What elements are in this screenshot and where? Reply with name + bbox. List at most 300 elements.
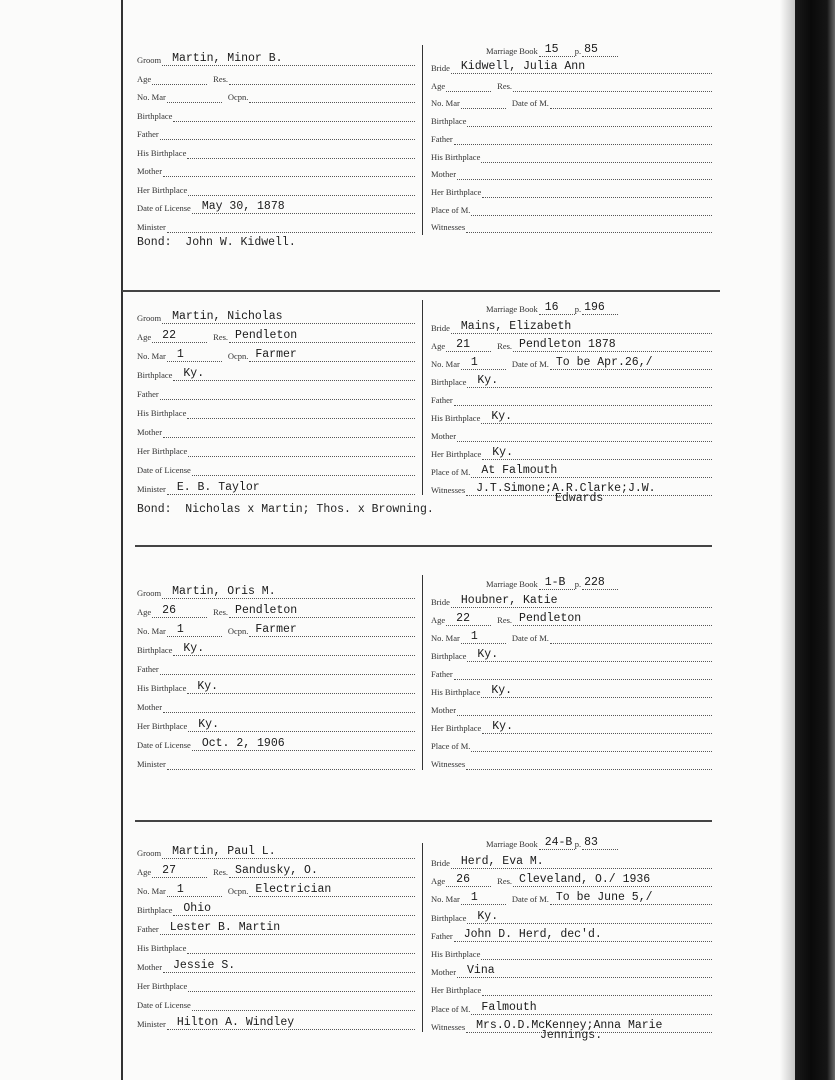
bride-value-line (467, 646, 712, 662)
bride-value-line (471, 736, 712, 752)
bride-value: Mains, Elizabeth (460, 320, 572, 333)
bride-value-line-2 (513, 871, 712, 887)
groom-field-row (137, 640, 415, 656)
bride-value-line (481, 408, 712, 424)
groom-value-line (167, 621, 222, 637)
groom-value: Hilton A. Windley (176, 1016, 295, 1029)
page-number-line (582, 41, 618, 57)
bride-label: Her Birthplace (431, 186, 482, 197)
bride-label-2: Res. (497, 80, 513, 91)
marriage-book-header (486, 574, 618, 590)
groom-field-row (137, 621, 415, 637)
bride-value-line (482, 182, 712, 198)
groom-label: Birthplace (137, 645, 173, 655)
bride-field-row (431, 76, 712, 92)
groom-label: Groom (137, 313, 162, 323)
groom-label: No. Mar (137, 626, 166, 636)
bride-value: Houbner, Katie (460, 594, 558, 607)
book-number-line (539, 299, 575, 315)
groom-value-line (160, 659, 415, 675)
groom-value-line (167, 754, 415, 770)
bride-value-line (471, 999, 712, 1015)
bride-label: His Birthplace (431, 949, 481, 959)
groom-label: Groom (137, 848, 162, 858)
groom-label-2: Res. (213, 73, 229, 84)
bride-value-line (446, 76, 491, 92)
bride-value-line-2 (513, 336, 712, 352)
bride-label-2: Res. (497, 341, 513, 351)
bride-label-2: Res. (497, 876, 513, 887)
bride-field-row (431, 318, 712, 334)
bride-value: 1 (470, 891, 478, 905)
page-number-line (582, 299, 618, 315)
bride-label: Witnesses (431, 1021, 466, 1032)
bride-value-2: Cleveland, O./ 1936 (519, 873, 651, 887)
groom-value: Ohio (183, 902, 212, 915)
groom-value: Ky. (197, 680, 219, 693)
groom-label: Groom (137, 55, 162, 65)
groom-value-2: Electrician (255, 883, 332, 896)
bride-value: J.T.Simone;A.R.Clarke;J.W. (476, 482, 656, 495)
bride-label: No. Mar (431, 894, 460, 905)
groom-value-line (187, 143, 415, 159)
bride-field-row (431, 592, 712, 608)
bride-label: Witnesses (431, 222, 466, 233)
groom-value: Lester B. Martin (169, 921, 281, 934)
groom-value-line (152, 862, 207, 878)
groom-label: Minister (137, 1019, 166, 1029)
bride-label: Father (431, 395, 453, 405)
bride-field-row (431, 853, 712, 869)
bride-field-row (431, 426, 712, 442)
groom-label: His Birthplace (137, 943, 187, 953)
bride-value-line (481, 682, 712, 698)
page-number-line (582, 574, 618, 590)
groom-value-line (188, 441, 415, 457)
bride-field-row (431, 871, 712, 887)
groom-value-line (163, 161, 415, 177)
bride-field-row (431, 444, 712, 460)
bride-value-line (482, 718, 712, 734)
groom-field-row (137, 602, 415, 618)
groom-value: Jessie S. (173, 959, 236, 972)
groom-label-2: Ocpn. (227, 92, 249, 102)
bride-value: Ky. (491, 410, 513, 423)
bride-label: Mother (431, 967, 457, 978)
bride-label: Father (431, 133, 453, 144)
bride-field-row (431, 944, 712, 960)
groom-label: Her Birthplace (137, 721, 188, 731)
groom-value: Oct. 2, 1906 (201, 737, 285, 750)
groom-label: Age (137, 607, 152, 617)
groom-value-line-2 (249, 881, 415, 897)
bride-value-line (466, 217, 712, 233)
bride-field-row (431, 372, 712, 388)
bride-value-line (461, 628, 506, 644)
groom-value-2: Farmer (255, 623, 297, 636)
groom-label-2: Res. (213, 332, 229, 342)
groom-value-line (187, 678, 415, 694)
page-label: p. (574, 304, 582, 314)
bride-label: Mother (431, 431, 457, 441)
bride-field-row (431, 646, 712, 662)
bride-label-2: Res. (497, 615, 513, 625)
bride-field-row (431, 610, 712, 626)
bride-label: Bride (431, 323, 450, 333)
bride-field-row (431, 664, 712, 680)
bride-value-line (467, 908, 712, 924)
groom-value-line-2 (249, 621, 415, 637)
groom-value: 1 (176, 623, 184, 636)
groom-label: Father (137, 924, 159, 934)
bride-label: Birthplace (431, 912, 467, 923)
page-label: p. (574, 46, 582, 56)
bride-field-row (431, 354, 712, 370)
groom-field-row (137, 460, 415, 476)
book-number: 15 (544, 43, 559, 56)
book-number: 1-B (544, 576, 566, 589)
groom-value-line (152, 327, 207, 343)
bride-field-row (431, 217, 712, 233)
bride-label: Her Birthplace (431, 723, 482, 733)
witnesses-continuation: Edwards (555, 492, 604, 505)
bride-field-row (431, 462, 712, 478)
bride-value: Ky. (491, 684, 513, 697)
groom-field-row (137, 716, 415, 732)
groom-field-row (137, 843, 415, 859)
bride-value-line (467, 372, 712, 388)
bride-field-row (431, 408, 712, 424)
marriage-book-label: Marriage Book (486, 839, 538, 849)
bride-value: Ky. (492, 720, 513, 733)
scan-edge (795, 0, 835, 1080)
groom-value-line (167, 346, 222, 362)
groom-value-line-2 (229, 327, 415, 343)
bride-field-row (431, 628, 712, 644)
bride-value-line (457, 962, 712, 978)
bride-label: Bride (431, 63, 450, 73)
marriage-book-label: Marriage Book (486, 579, 538, 589)
marriage-book-header (486, 834, 618, 850)
groom-label: Father (137, 389, 159, 399)
bride-value: 21 (456, 338, 470, 351)
groom-label: Minister (137, 759, 166, 769)
groom-value-line (163, 422, 415, 438)
groom-label-2: Ocpn. (227, 626, 249, 636)
card-separator (122, 290, 720, 292)
bride-value-line (446, 610, 491, 626)
groom-value-2: Pendleton (235, 329, 298, 342)
bride-field-row (431, 147, 712, 163)
bride-value-line (482, 444, 712, 460)
bride-value-line (451, 592, 712, 608)
bride-value: Kidwell, Julia Ann (460, 60, 586, 73)
bride-label: Father (431, 669, 453, 679)
groom-value-line (152, 69, 207, 85)
groom-label: No. Mar (137, 351, 166, 361)
groom-value: 1 (176, 348, 184, 361)
bride-field-row (431, 182, 712, 198)
bride-value-line (457, 164, 712, 180)
book-number-line (539, 41, 575, 57)
groom-value-line (188, 976, 415, 992)
groom-value-line-2 (229, 602, 415, 618)
bride-field-row (431, 164, 712, 180)
groom-value-line-2 (249, 87, 415, 103)
groom-label: Her Birthplace (137, 184, 188, 195)
bride-value-line (467, 111, 712, 127)
groom-field-row (137, 441, 415, 457)
bride-label-2: Date of M. (511, 633, 549, 643)
bride-value: 22 (456, 612, 470, 625)
groom-value-2: Sandusky, O. (235, 864, 318, 877)
bride-value-line-2 (550, 889, 712, 905)
bride-value-line (461, 889, 506, 905)
bride-value-2: To be June 5,/ (555, 891, 653, 905)
bride-label: Birthplace (431, 651, 467, 661)
bride-label-2: Date of M. (511, 894, 549, 905)
groom-field-row (137, 124, 415, 140)
column-divider (422, 575, 423, 770)
bride-value-2: Pendleton 1878 (519, 338, 616, 351)
bride-label: Witnesses (431, 485, 466, 495)
groom-label: Date of License (137, 465, 191, 475)
groom-value-2: Pendleton (235, 604, 298, 617)
bride-value-line (461, 354, 506, 370)
groom-label-2: Ocpn. (227, 351, 249, 361)
groom-label: Date of License (137, 740, 191, 750)
groom-value-line (173, 900, 415, 916)
groom-field-row (137, 754, 415, 770)
groom-label-2: Res. (213, 867, 229, 877)
bride-value-line (481, 944, 712, 960)
bride-value: 1 (470, 356, 478, 369)
scan-shadow (780, 0, 795, 1080)
groom-value: 1 (176, 883, 184, 896)
groom-field-row (137, 50, 415, 66)
bond-text: Bond: Nicholas x Martin; Thos. x Browning. (137, 503, 434, 516)
bride-value-2: To be Apr.26,/ (555, 356, 653, 369)
groom-value-line (167, 479, 415, 495)
column-divider (422, 300, 423, 495)
groom-label: Mother (137, 702, 163, 712)
bride-field-row (431, 999, 712, 1015)
groom-field-row (137, 365, 415, 381)
groom-field-row (137, 198, 415, 214)
groom-value-line (173, 106, 415, 122)
page-number-line (582, 834, 618, 850)
groom-label: Mother (137, 427, 163, 437)
bride-label: His Birthplace (431, 413, 481, 423)
groom-value: 22 (162, 329, 176, 342)
groom-field-row (137, 1014, 415, 1030)
groom-field-row (137, 180, 415, 196)
bride-value-2: Pendleton (519, 612, 582, 625)
groom-label: Date of License (137, 203, 191, 213)
groom-value: Martin, Nicholas (172, 310, 283, 323)
groom-value: Ky. (198, 718, 219, 731)
book-number: 24-B (544, 836, 573, 849)
groom-value: May 30, 1878 (201, 200, 285, 213)
groom-value-line (192, 735, 415, 751)
groom-label: His Birthplace (137, 147, 187, 158)
groom-label: Father (137, 664, 159, 674)
groom-value-line (192, 995, 415, 1011)
groom-value-line (160, 124, 415, 140)
groom-value: E. B. Taylor (176, 481, 260, 494)
groom-value-line (163, 957, 415, 973)
bride-label: Age (431, 876, 446, 887)
groom-field-row (137, 862, 415, 878)
groom-value-line (188, 180, 415, 196)
bride-field-row (431, 93, 712, 109)
groom-field-row (137, 346, 415, 362)
bride-value-line (461, 93, 506, 109)
groom-label: Minister (137, 221, 166, 232)
groom-value-line-2 (229, 862, 415, 878)
bride-value-line (454, 129, 712, 145)
bride-value-line (454, 390, 712, 406)
page-number: 196 (584, 301, 605, 314)
bride-value-line (446, 871, 491, 887)
bride-value-line (454, 926, 712, 942)
bride-value-line-2 (550, 354, 712, 370)
page-label: p. (574, 579, 582, 589)
bride-value: 26 (456, 873, 470, 887)
book-number-line (539, 834, 575, 850)
groom-value-line (167, 87, 222, 103)
marriage-book-label: Marriage Book (486, 46, 538, 56)
marriage-book-header (486, 299, 618, 315)
bride-field-row (431, 718, 712, 734)
groom-value-line (192, 460, 415, 476)
groom-label: Her Birthplace (137, 446, 188, 456)
page-number: 83 (584, 836, 598, 849)
bride-field-row (431, 908, 712, 924)
bride-label: Mother (431, 169, 457, 180)
bride-value-line (482, 980, 712, 996)
bride-label: No. Mar (431, 359, 460, 369)
groom-field-row (137, 87, 415, 103)
groom-value-line (162, 50, 415, 66)
bride-field-row (431, 58, 712, 74)
bride-value: Mrs.O.D.McKenney;Anna Marie (476, 1018, 663, 1032)
bride-value-line (457, 700, 712, 716)
bride-value: Vina (467, 964, 495, 978)
bride-label: No. Mar (431, 98, 460, 109)
groom-value-line-2 (229, 69, 415, 85)
book-number-line (539, 574, 575, 590)
marriage-book-header (486, 41, 618, 57)
groom-label: Age (137, 73, 152, 84)
groom-field-row (137, 678, 415, 694)
groom-field-row (137, 422, 415, 438)
bride-value: John D. Herd, dec'd. (463, 927, 602, 941)
groom-value-line (187, 403, 415, 419)
groom-field-row (137, 735, 415, 751)
groom-field-row (137, 881, 415, 897)
groom-value: Ky. (183, 367, 205, 380)
bride-label: Her Birthplace (431, 985, 482, 996)
bride-label: Age (431, 615, 446, 625)
groom-value-line (152, 602, 207, 618)
groom-label: Mother (137, 166, 163, 176)
groom-field-row (137, 384, 415, 400)
groom-field-row (137, 479, 415, 495)
groom-value-line (167, 1014, 415, 1030)
groom-label: His Birthplace (137, 683, 187, 693)
groom-field-row (137, 327, 415, 343)
groom-field-row (137, 697, 415, 713)
groom-value-line (162, 843, 415, 859)
groom-value-line (173, 640, 415, 656)
bride-label-2: Date of M. (511, 98, 549, 109)
bride-label: No. Mar (431, 633, 460, 643)
bride-field-row (431, 754, 712, 770)
bride-value-line-2 (513, 610, 712, 626)
book-number: 16 (544, 301, 559, 314)
card-separator (135, 545, 712, 547)
bride-label-2: Date of M. (511, 359, 549, 369)
groom-field-row (137, 308, 415, 324)
groom-field-row (137, 957, 415, 973)
groom-field-row (137, 900, 415, 916)
groom-field-row (137, 143, 415, 159)
groom-value-line (162, 308, 415, 324)
bride-label: Age (431, 341, 446, 351)
bride-label: Place of M. (431, 741, 471, 751)
marriage-book-label: Marriage Book (486, 304, 538, 314)
groom-field-row (137, 919, 415, 935)
groom-label: Mother (137, 962, 163, 972)
groom-value: Martin, Oris M. (172, 585, 276, 598)
bride-value-line (457, 426, 712, 442)
bride-value: Ky. (477, 909, 499, 923)
groom-value-2: Farmer (255, 348, 297, 361)
groom-field-row (137, 106, 415, 122)
groom-field-row (137, 583, 415, 599)
witnesses-continuation: Jennings. (540, 1029, 603, 1042)
groom-label: Father (137, 129, 159, 139)
groom-label: No. Mar (137, 886, 166, 896)
page-label: p. (574, 839, 582, 849)
bride-label: Bride (431, 858, 450, 868)
page-number: 228 (584, 576, 605, 589)
bride-value: 1 (470, 630, 478, 643)
bride-field-row (431, 682, 712, 698)
groom-value-line (162, 583, 415, 599)
bride-label: Birthplace (431, 116, 467, 127)
groom-label: Minister (137, 484, 166, 494)
groom-value-line (188, 716, 415, 732)
card-separator (135, 820, 712, 822)
bride-field-row (431, 700, 712, 716)
groom-field-row (137, 403, 415, 419)
bride-label: Father (431, 930, 453, 941)
groom-label: Date of License (137, 1000, 191, 1010)
bride-field-row (431, 129, 712, 145)
bride-field-row (431, 980, 712, 996)
groom-label: Her Birthplace (137, 981, 188, 991)
bride-label: Birthplace (431, 377, 467, 387)
bride-value-line (466, 754, 712, 770)
bride-value-line-2 (550, 628, 712, 644)
bride-value: Ky. (477, 648, 499, 661)
groom-label-2: Res. (213, 607, 229, 617)
groom-field-row (137, 659, 415, 675)
bride-label: Bride (431, 597, 450, 607)
bride-value-line (451, 58, 712, 74)
